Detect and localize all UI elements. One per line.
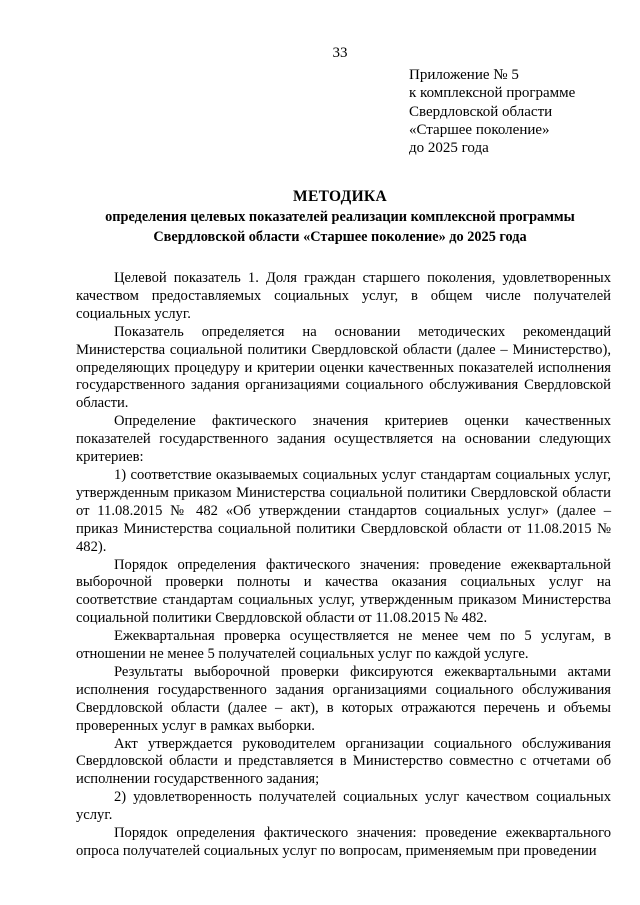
paragraph: Порядок определения фактического значения: проведение ежеквартального опроса получателей социальных услуг по вопросам, применяемым при проведении (76, 825, 611, 859)
appendix-line: Свердловской области (409, 103, 553, 120)
paragraph: Ежеквартальная проверка осуществляется не менее чем по 5 услугам, в отношении не менее 5 получателей социальных услуг по каждой услуге. (76, 628, 611, 663)
paragraph: Целевой показатель 1. Доля граждан старшего поколения, удовлетворенных качеством предоставляемых социальных услуг, в общем числе получателей социальных услуг. (76, 270, 611, 322)
paragraph: Результаты выборочной проверки фиксируются ежеквартальными актами исполнения государственного задания организациями социального обслуживания Свердловской области (далее – акт), в которых отражаются перечень и объемы проверенных услуг в рамках выборки. (76, 663, 611, 734)
paragraph: 1) соответствие оказываемых социальных услуг стандартам социальных услуг, утвержденным приказом Министерства социальной политики Свердловской области от 11.08.2015 № 482 «Об утверждении стандартов социальных услуг» (далее – приказ Министерства социальной политики Свердловской области от 11.08.2015 № 482). (76, 466, 611, 555)
appendix-line: к комплексной программе (409, 85, 576, 102)
appendix-line: «Старшее поколение» (409, 121, 550, 138)
document-body (76, 270, 611, 861)
paragraph: Определение фактического значения критериев оценки качественных показателей государственного задания осуществляется на основании следующих критериев: (76, 413, 611, 466)
appendix-note (409, 66, 629, 157)
paragraph: Акт утверждается руководителем организации социального обслуживания Свердловской области и представляется в Министерство совместно с отчетами об исполнении государственного задания; (76, 735, 611, 788)
paragraph: 2) удовлетворенность получателей социальных услуг качеством социальных услуг. (76, 789, 611, 824)
document-title: МЕТОДИКА (293, 188, 387, 205)
document-subtitle (60, 208, 620, 247)
paragraph: Порядок определения фактического значения: проведение ежеквартальной выборочной проверки полноты и качества оказания социальных услуг на соответствие стандартам социальных услуг, утвержденным приказом Министерства социальной политики Свердловской области от 11.08.2015 № 482. (76, 556, 611, 627)
page-number: 33 (332, 45, 348, 61)
appendix-line: Приложение № 5 (409, 67, 519, 83)
subtitle-line: Свердловской области «Старшее поколение» до 2025 года (153, 228, 527, 245)
paragraph: Показатель определяется на основании методических рекомендаций Министерства социальной политики Свердловской области (далее – Министерство), определяющих процедуру и критерии оценки качественных показателей исполнения государственного задания организациями социального обслуживания Свердловской области. (76, 323, 611, 412)
subtitle-line: определения целевых показателей реализации комплексной программы (105, 209, 575, 225)
appendix-line: до 2025 года (409, 140, 489, 157)
